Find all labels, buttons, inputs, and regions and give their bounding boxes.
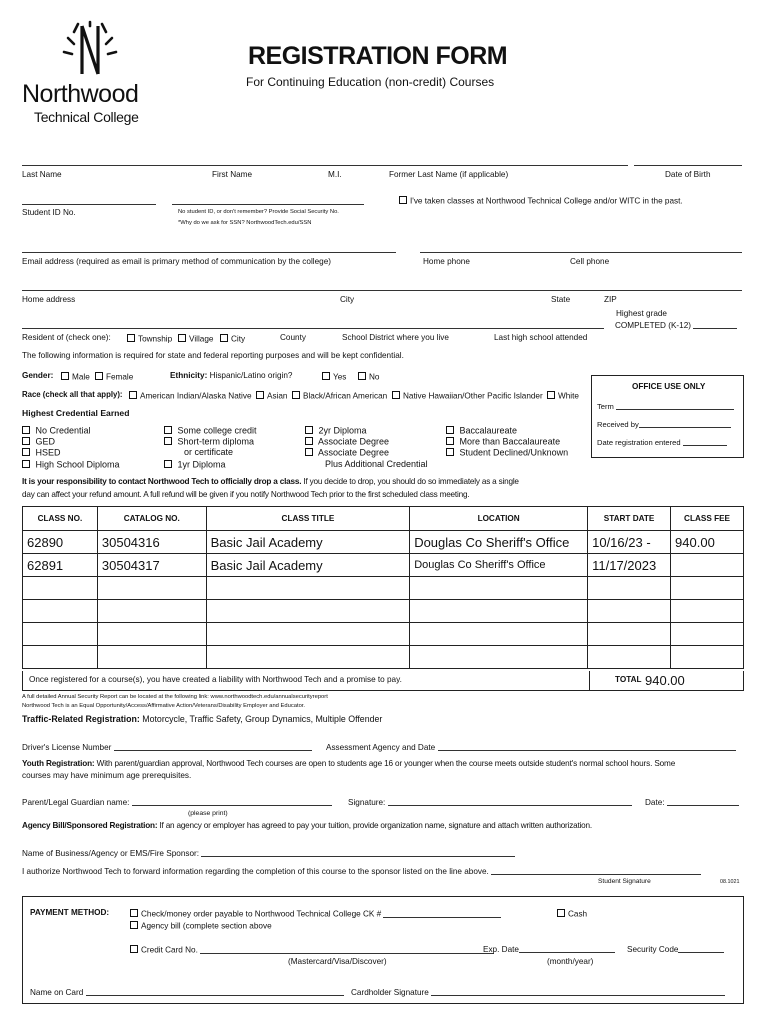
race-option-asian[interactable]: Asian xyxy=(256,391,287,401)
date-entered-line[interactable] xyxy=(683,438,727,446)
why-ssn-note: *Why do we ask for SSN? NorthwoodTech.edu/SSN xyxy=(178,220,312,226)
village-option[interactable]: Village xyxy=(178,334,213,344)
agency-bill-note: Agency Bill/Sponsored Registration: If an agency or employer has agreed to pay your tuition, provide organization name, signature and attach written authorization. xyxy=(22,821,592,830)
credential-checkbox[interactable] xyxy=(446,448,454,456)
parent-date-line[interactable] xyxy=(667,798,739,806)
youth-registration-line2: courses may have minimum age prerequisites. xyxy=(22,771,192,780)
student-signature-line[interactable] xyxy=(491,867,701,875)
email-line[interactable] xyxy=(22,252,396,253)
table-row xyxy=(23,554,744,577)
credential-associate[interactable]: Associate Degree xyxy=(305,437,389,447)
credential-checkbox[interactable] xyxy=(164,426,172,434)
credential-hs-diploma[interactable]: High School Diploma xyxy=(22,460,120,470)
logo-name: Northwood xyxy=(22,80,139,108)
credential-checkbox[interactable] xyxy=(22,460,30,468)
northwood-emblem-icon xyxy=(60,20,120,80)
credential-plus-additional: Plus Additional Credential xyxy=(325,459,428,469)
race-option-pacific-islander[interactable]: Native Hawaiian/Other Pacific Islander xyxy=(392,391,543,401)
cell-empty[interactable] xyxy=(97,646,206,669)
office-use-title: OFFICE USE ONLY xyxy=(632,382,706,391)
taken-classes-label: I've taken classes at Northwood Technical College and/or WITC in the past. xyxy=(410,196,683,206)
taken-classes-checkbox[interactable] xyxy=(399,196,407,204)
former-last-name-label: Former Last Name (if applicable) xyxy=(389,170,509,179)
card-types-note: (Mastercard/Visa/Discover) xyxy=(288,957,387,966)
dob-line[interactable] xyxy=(634,165,742,166)
credential-more-than-bacc[interactable]: More than Baccalaureate xyxy=(446,437,560,447)
term-line[interactable] xyxy=(616,402,734,410)
credential-checkbox[interactable] xyxy=(22,426,30,434)
total-label: TOTAL xyxy=(615,675,642,684)
township-option[interactable]: Township xyxy=(127,334,172,344)
male-option[interactable]: Male xyxy=(61,372,90,382)
credential-baccalaureate[interactable]: Baccalaureate xyxy=(446,426,517,436)
agency-bill-checkbox[interactable] xyxy=(130,921,138,929)
cardholder-signature-label: Cardholder Signature xyxy=(351,988,725,997)
cell-empty[interactable] xyxy=(23,600,98,623)
agency-bill-option[interactable]: Agency bill (complete section above xyxy=(130,921,272,931)
cell-empty[interactable] xyxy=(23,623,98,646)
cell-class-fee[interactable]: 940.00 xyxy=(671,531,744,554)
header-catalog-no: CATALOG NO. xyxy=(97,507,206,531)
header-start-date: START DATE xyxy=(588,507,671,531)
header-class-fee: CLASS FEE xyxy=(671,507,744,531)
name-on-card-label: Name on Card xyxy=(30,988,344,997)
credential-no-credential[interactable]: No Credential xyxy=(22,426,91,436)
credit-card-option[interactable]: Credit Card No. xyxy=(130,945,494,955)
state-label: State xyxy=(551,295,571,304)
credential-heading: Highest Credential Earned xyxy=(22,408,130,418)
yes-checkbox[interactable] xyxy=(322,372,330,380)
last-high-school-label: Last high school attended xyxy=(494,333,588,342)
month-year-note: (month/year) xyxy=(547,957,594,966)
cell-location[interactable]: Douglas Co Sheriff's Office xyxy=(410,531,588,554)
cell-empty[interactable] xyxy=(206,577,410,600)
parent-signature-label: Signature: xyxy=(348,798,632,807)
township-checkbox[interactable] xyxy=(127,334,135,342)
race-checkbox[interactable] xyxy=(256,391,264,399)
check-number-line[interactable] xyxy=(383,910,501,918)
table-row xyxy=(23,531,744,554)
race-checkbox[interactable] xyxy=(129,391,137,399)
credit-card-line[interactable] xyxy=(200,946,494,954)
county-label: County xyxy=(280,333,306,342)
school-district-label: School District where you live xyxy=(342,333,449,342)
drop-notice-line2: day can affect your refund amount. A full refund will be given if you notify Northwood Tech prior to the first scheduled class meeting. xyxy=(22,490,470,499)
office-date-entered: Date registration entered xyxy=(597,438,727,447)
drivers-license-label: Driver's License Number xyxy=(22,743,312,752)
payment-method-label: PAYMENT METHOD: xyxy=(30,908,110,917)
name-line[interactable] xyxy=(22,165,628,166)
table-row xyxy=(23,600,744,623)
security-report-note: A full detailed Annual Security Report can be located at the following link: www.northwoodtech.edu/annualsecurityreport xyxy=(22,694,328,700)
office-received: Received by xyxy=(597,420,731,429)
cell-start-date[interactable]: 11/17/2023 xyxy=(588,554,671,577)
table-row xyxy=(23,577,744,600)
parent-date-label: Date: xyxy=(645,798,739,807)
cell-catalog-no[interactable]: 30504317 xyxy=(97,554,206,577)
credential-checkbox[interactable] xyxy=(22,448,30,456)
taken-classes-option[interactable] xyxy=(399,196,683,206)
received-line[interactable] xyxy=(639,420,731,428)
cell-class-title[interactable]: Basic Jail Academy xyxy=(206,531,410,554)
name-on-card-line[interactable] xyxy=(86,988,344,996)
resident-label: Resident of (check one): xyxy=(22,333,111,342)
credential-declined[interactable]: Student Declined/Unknown xyxy=(446,448,568,458)
last-name-label: Last Name xyxy=(22,170,62,179)
cell-empty[interactable] xyxy=(588,577,671,600)
female-option[interactable]: Female xyxy=(95,372,133,382)
credential-2yr-diploma[interactable]: 2yr Diploma xyxy=(305,426,367,436)
address-line[interactable] xyxy=(22,290,742,291)
table-row xyxy=(23,623,744,646)
header-class-title: CLASS TITLE xyxy=(206,507,410,531)
liability-note: Once registered for a course(s), you have created a liability with Northwood Tech and a promise to pay. xyxy=(29,675,402,684)
credential-checkbox[interactable] xyxy=(446,437,454,445)
student-signature-label: Student Signature xyxy=(598,878,651,885)
credential-checkbox[interactable] xyxy=(305,437,313,445)
cell-class-fee[interactable] xyxy=(671,554,744,577)
credential-checkbox[interactable] xyxy=(164,460,172,468)
cell-empty[interactable] xyxy=(588,600,671,623)
class-table xyxy=(22,506,744,669)
cell-empty[interactable] xyxy=(206,623,410,646)
credential-checkbox[interactable] xyxy=(305,426,313,434)
ethnicity-yes-option[interactable]: Yes xyxy=(322,372,346,382)
cell-empty[interactable] xyxy=(671,600,744,623)
cell-empty[interactable] xyxy=(410,623,588,646)
credential-or-certificate: or certificate xyxy=(184,447,234,457)
completed-label: COMPLETED (K-12) xyxy=(615,321,737,330)
race-option-white[interactable]: White xyxy=(547,391,579,401)
mi-label: M.I. xyxy=(328,170,342,179)
city-checkbox[interactable] xyxy=(220,334,228,342)
form-code: 08.1021 xyxy=(720,879,740,885)
exp-date-line[interactable] xyxy=(519,945,615,953)
traffic-registration: Traffic-Related Registration: Motorcycle, Traffic Safety, Group Dynamics, Multiple Offender xyxy=(22,714,383,724)
security-code-label: Security Code xyxy=(627,945,724,954)
race-checkbox[interactable] xyxy=(292,391,300,399)
male-checkbox[interactable] xyxy=(61,372,69,380)
business-name-line[interactable] xyxy=(201,849,515,857)
city-option[interactable]: City xyxy=(220,334,245,344)
cardholder-signature-line[interactable] xyxy=(431,988,725,996)
phone-line[interactable] xyxy=(420,252,742,253)
village-checkbox[interactable] xyxy=(178,334,186,342)
cell-empty[interactable] xyxy=(206,646,410,669)
cell-empty[interactable] xyxy=(671,623,744,646)
cell-phone-label: Cell phone xyxy=(570,257,610,266)
race-checkbox[interactable] xyxy=(547,391,555,399)
youth-registration: Youth Registration: With parent/guardian approval, Northwood Tech courses are open to students age 16 or younger when the course meets outside student's normal school hours. Some xyxy=(22,759,676,768)
table-footer xyxy=(22,671,744,691)
race-label: Race (check all that apply): xyxy=(22,390,123,399)
table-header-row xyxy=(23,507,744,531)
cell-empty[interactable] xyxy=(410,600,588,623)
drivers-license-line[interactable] xyxy=(114,743,312,751)
check-checkbox[interactable] xyxy=(130,909,138,917)
cell-empty[interactable] xyxy=(23,577,98,600)
info-required-note: The following information is required for state and federal reporting purposes and will be kept confidential. xyxy=(22,351,404,360)
college-logo xyxy=(22,20,162,126)
race-option-black[interactable]: Black/African American xyxy=(292,391,387,401)
office-term: Term xyxy=(597,402,734,411)
drop-notice: It is your responsibility to contact Northwood Tech to officially drop a class. If you decide to drop, you should do so immediately as a single xyxy=(22,477,519,486)
ethnicity-no-option[interactable]: No xyxy=(358,372,379,382)
exp-date-label: Exp. Date xyxy=(483,945,615,954)
residency-line[interactable] xyxy=(22,328,604,329)
cell-location[interactable]: Douglas Co Sheriff's Office xyxy=(410,554,588,577)
home-phone-label: Home phone xyxy=(423,257,470,266)
credit-card-checkbox[interactable] xyxy=(130,945,138,953)
ethnicity-question: Ethnicity: Hispanic/Latino origin? xyxy=(170,371,293,380)
credential-short-term[interactable]: Short-term diploma xyxy=(164,437,254,447)
please-print-note: (please print) xyxy=(188,810,228,817)
cell-empty[interactable] xyxy=(410,646,588,669)
gender-label: Gender: xyxy=(22,371,54,380)
check-option[interactable]: Check/money order payable to Northwood Technical College CK # xyxy=(130,909,501,919)
cell-empty[interactable] xyxy=(97,577,206,600)
cell-class-no[interactable]: 62891 xyxy=(23,554,98,577)
credential-checkbox[interactable] xyxy=(22,437,30,445)
cash-option[interactable]: Cash xyxy=(557,909,587,919)
city-label: City xyxy=(340,295,355,304)
parent-signature-line[interactable] xyxy=(388,798,632,806)
ssn-line[interactable] xyxy=(172,204,364,205)
cell-empty[interactable] xyxy=(206,600,410,623)
credential-associate-plus[interactable]: Associate Degree xyxy=(305,448,389,458)
credential-checkbox[interactable] xyxy=(305,448,313,456)
credential-hsed[interactable]: HSED xyxy=(22,448,61,458)
no-id-note: No student ID, or don't remember? Provide Social Security No. xyxy=(178,209,339,215)
form-subtitle: For Continuing Education (non-credit) Courses xyxy=(246,75,495,89)
highest-grade-label: Highest grade xyxy=(616,309,667,318)
cell-empty[interactable] xyxy=(671,646,744,669)
business-name-label: Name of Business/Agency or EMS/Fire Sponsor: xyxy=(22,849,515,858)
cell-class-no[interactable]: 62890 xyxy=(23,531,98,554)
cell-empty[interactable] xyxy=(410,577,588,600)
credential-some-college[interactable]: Some college credit xyxy=(164,426,257,436)
student-id-label: Student ID No. xyxy=(22,208,76,217)
cell-empty[interactable] xyxy=(671,577,744,600)
parent-name-label: Parent/Legal Guardian name: xyxy=(22,798,332,807)
race-option-american-indian[interactable]: American Indian/Alaska Native xyxy=(129,391,252,401)
credential-ged[interactable]: GED xyxy=(22,437,55,447)
authorize-note: I authorize Northwood Tech to forward information regarding the completion of this course to the sponsor listed on the line above. xyxy=(22,867,701,876)
cell-empty[interactable] xyxy=(97,600,206,623)
credential-checkbox[interactable] xyxy=(164,437,172,445)
form-title: REGISTRATION FORM xyxy=(248,42,508,70)
assessment-line[interactable] xyxy=(438,743,736,751)
header-class-no: CLASS NO. xyxy=(23,507,98,531)
cell-empty[interactable] xyxy=(97,623,206,646)
cell-start-date[interactable]: 10/16/23 - xyxy=(588,531,671,554)
cell-catalog-no[interactable]: 30504316 xyxy=(97,531,206,554)
cash-checkbox[interactable] xyxy=(557,909,565,917)
zip-label: ZIP xyxy=(604,295,617,304)
cell-empty[interactable] xyxy=(588,646,671,669)
no-checkbox[interactable] xyxy=(358,372,366,380)
cell-class-title[interactable]: Basic Jail Academy xyxy=(206,554,410,577)
logo-subname: Technical College xyxy=(34,109,139,125)
security-code-line[interactable] xyxy=(678,945,724,953)
grade-line[interactable] xyxy=(693,321,737,329)
table-row xyxy=(23,646,744,669)
credential-checkbox[interactable] xyxy=(446,426,454,434)
header-location: LOCATION xyxy=(410,507,588,531)
parent-name-line[interactable] xyxy=(132,798,332,806)
female-checkbox[interactable] xyxy=(95,372,103,380)
cell-empty[interactable] xyxy=(588,623,671,646)
credential-1yr-diploma[interactable]: 1yr Diploma xyxy=(164,460,226,470)
total-value[interactable]: 940.00 xyxy=(645,673,685,688)
cell-empty[interactable] xyxy=(23,646,98,669)
dob-label: Date of Birth xyxy=(665,170,711,179)
email-label: Email address (required as email is primary method of communication by the college) xyxy=(22,257,331,266)
student-id-line[interactable] xyxy=(22,204,156,205)
payment-method-box xyxy=(22,896,744,1004)
race-checkbox[interactable] xyxy=(392,391,400,399)
home-address-label: Home address xyxy=(22,295,76,304)
equal-opportunity-note: Northwood Tech is an Equal Opportunity/Access/Affirmative Action/Veterans/Disability Employer and Educator. xyxy=(22,703,306,709)
office-use-box xyxy=(591,375,744,458)
assessment-label: Assessment Agency and Date xyxy=(326,743,736,752)
first-name-label: First Name xyxy=(212,170,253,179)
total-divider xyxy=(589,671,590,690)
